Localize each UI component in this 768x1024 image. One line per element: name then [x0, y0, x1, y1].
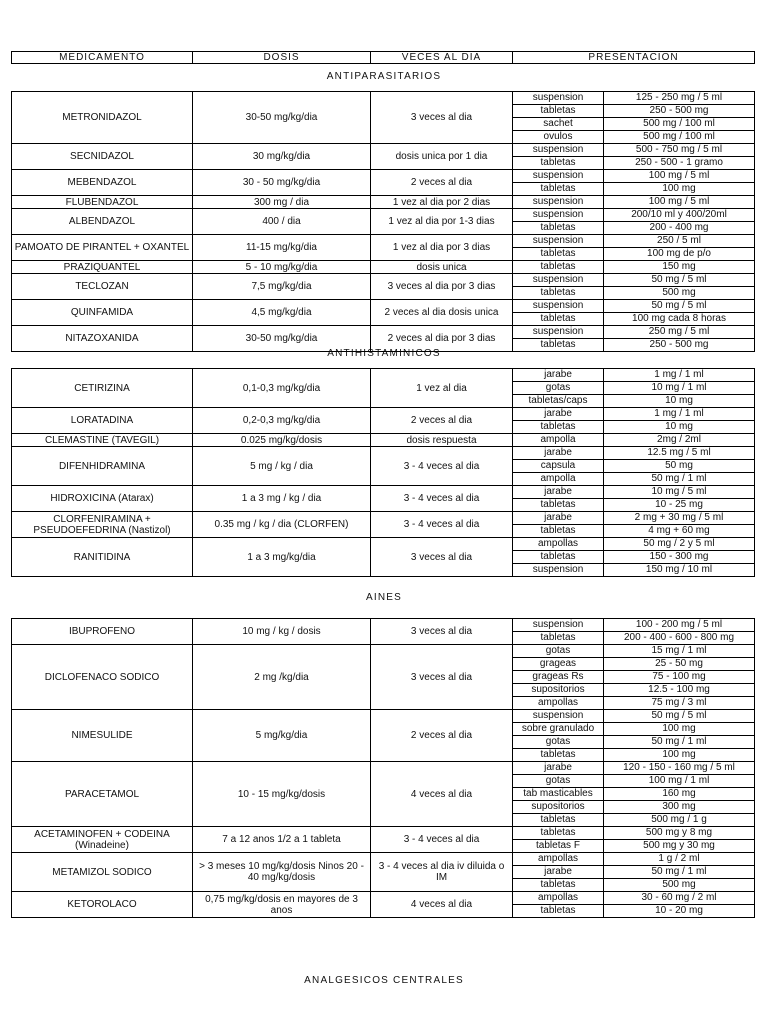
presentation-form: sobre granulado	[513, 723, 604, 736]
presentation-form: grageas Rs	[513, 671, 604, 684]
presentation-amount: 10 mg	[604, 421, 755, 434]
table-row	[12, 144, 755, 157]
presentation-form: suspension	[513, 710, 604, 723]
drug-name: NIMESULIDE	[12, 710, 193, 762]
table-row	[12, 326, 755, 339]
drug-dose: 5 mg / kg / dia	[193, 447, 371, 486]
presentation-form: tabletas	[513, 261, 604, 274]
presentation-form: ampolla	[513, 473, 604, 486]
presentation-form: suspension	[513, 92, 604, 105]
presentation-amount: 100 mg	[604, 749, 755, 762]
drug-dose: 11-15 mg/kg/dia	[193, 235, 371, 261]
drug-name: PARACETAMOL	[12, 762, 193, 827]
drug-dose: 300 mg / dia	[193, 196, 371, 209]
presentation-form: gotas	[513, 736, 604, 749]
drug-frequency: dosis unica	[371, 261, 513, 274]
table-row	[12, 434, 755, 447]
presentation-form: jarabe	[513, 408, 604, 421]
section-title-antiparasitarios: ANTIPARASITARIOS	[326, 71, 442, 82]
presentation-amount: 100 - 200 mg / 5 ml	[604, 619, 755, 632]
drug-frequency: 3 veces al dia por 3 dias	[371, 274, 513, 300]
presentation-amount: 100 mg de p/o	[604, 248, 755, 261]
header-medicamento: MEDICAMENTO	[12, 52, 193, 64]
presentation-amount: 500 mg / 1 g	[604, 814, 755, 827]
header-veces-al-dia: VECES AL DIA	[371, 52, 513, 64]
presentation-amount: 150 mg / 10 ml	[604, 564, 755, 577]
presentation-form: supositorios	[513, 684, 604, 697]
presentation-form: grageas	[513, 658, 604, 671]
presentation-form: tabletas/caps	[513, 395, 604, 408]
presentation-amount: 120 - 150 - 160 mg / 5 ml	[604, 762, 755, 775]
presentation-form: supositorios	[513, 801, 604, 814]
presentation-amount: 250 / 5 ml	[604, 235, 755, 248]
drug-dose: 5 - 10 mg/kg/dia	[193, 261, 371, 274]
presentation-amount: 200 - 400 - 600 - 800 mg	[604, 632, 755, 645]
drug-dose: 0,75 mg/kg/dosis en mayores de 3 anos	[193, 892, 371, 918]
drug-name: PRAZIQUANTEL	[12, 261, 193, 274]
presentation-form: gotas	[513, 645, 604, 658]
antihistaminicos-table	[11, 368, 755, 577]
presentation-amount: 50 mg / 2 y 5 ml	[604, 538, 755, 551]
presentation-form: tabletas	[513, 421, 604, 434]
presentation-form: suspension	[513, 619, 604, 632]
presentation-form: suspension	[513, 235, 604, 248]
drug-frequency: 2 veces al dia	[371, 170, 513, 196]
drug-name: METRONIDAZOL	[12, 92, 193, 144]
presentation-amount: 4 mg + 60 mg	[604, 525, 755, 538]
drug-dose: 0,1-0,3 mg/kg/dia	[193, 369, 371, 408]
presentation-form: jarabe	[513, 369, 604, 382]
drug-name: CLORFENIRAMINA + PSEUDOEFEDRINA (Nastizol)	[12, 512, 193, 538]
presentation-form: ampollas	[513, 892, 604, 905]
drug-dose: 30 - 50 mg/kg/dia	[193, 170, 371, 196]
table-row	[12, 170, 755, 183]
presentation-form: tabletas	[513, 879, 604, 892]
drug-name: CLEMASTINE (TAVEGIL)	[12, 434, 193, 447]
drug-name: SECNIDAZOL	[12, 144, 193, 170]
drug-name: IBUPROFENO	[12, 619, 193, 645]
presentation-amount: 500 - 750 mg / 5 ml	[604, 144, 755, 157]
drug-name: ACETAMINOFEN + CODEINA (Winadeine)	[12, 827, 193, 853]
drug-name: DIFENHIDRAMINA	[12, 447, 193, 486]
presentation-form: jarabe	[513, 486, 604, 499]
presentation-amount: 30 - 60 mg / 2 ml	[604, 892, 755, 905]
presentation-amount: 2 mg + 30 mg / 5 ml	[604, 512, 755, 525]
drug-name: DICLOFENACO SODICO	[12, 645, 193, 710]
table-row	[12, 209, 755, 222]
presentation-form: jarabe	[513, 447, 604, 460]
section-title-aines: AINES	[365, 592, 402, 603]
presentation-amount: 500 mg	[604, 879, 755, 892]
presentation-amount: 150 mg	[604, 261, 755, 274]
presentation-amount: 15 mg / 1 ml	[604, 645, 755, 658]
presentation-amount: 100 mg cada 8 horas	[604, 313, 755, 326]
table-row	[12, 486, 755, 499]
presentation-amount: 10 - 25 mg	[604, 499, 755, 512]
presentation-form: tabletas	[513, 632, 604, 645]
drug-name: PAMOATO DE PIRANTEL + OXANTEL	[12, 235, 193, 261]
presentation-form: suspension	[513, 144, 604, 157]
drug-frequency: 3 veces al dia	[371, 645, 513, 710]
drug-name: MEBENDAZOL	[12, 170, 193, 196]
presentation-amount: 50 mg / 5 ml	[604, 274, 755, 287]
presentation-amount: 1 mg / 1 ml	[604, 369, 755, 382]
presentation-form: gotas	[513, 775, 604, 788]
presentation-amount: 250 - 500 - 1 gramo	[604, 157, 755, 170]
drug-dose: 7 a 12 anos 1/2 a 1 tableta	[193, 827, 371, 853]
presentation-amount: 75 mg / 3 ml	[604, 697, 755, 710]
table-row	[12, 196, 755, 209]
presentation-form: tabletas	[513, 905, 604, 918]
presentation-amount: 160 mg	[604, 788, 755, 801]
drug-dose: 10 mg / kg / dosis	[193, 619, 371, 645]
drug-frequency: 2 veces al dia por 3 dias	[371, 326, 513, 352]
drug-frequency: 3 veces al dia	[371, 92, 513, 144]
presentation-amount: 10 mg / 1 ml	[604, 382, 755, 395]
presentation-amount: 1 mg / 1 ml	[604, 408, 755, 421]
presentation-form: jarabe	[513, 866, 604, 879]
drug-dose: 30-50 mg/kg/dia	[193, 326, 371, 352]
drug-dose: 1 a 3 mg / kg / dia	[193, 486, 371, 512]
presentation-form: suspension	[513, 564, 604, 577]
presentation-form: tabletas	[513, 551, 604, 564]
table-row	[12, 619, 755, 632]
drug-dose: 2 mg /kg/dia	[193, 645, 371, 710]
presentation-form: suspension	[513, 209, 604, 222]
presentation-amount: 500 mg y 8 mg	[604, 827, 755, 840]
column-header-row	[12, 52, 755, 64]
presentation-amount: 125 - 250 mg / 5 ml	[604, 92, 755, 105]
drug-frequency: 2 veces al dia	[371, 408, 513, 434]
table-row	[12, 261, 755, 274]
presentation-amount: 50 mg / 1 ml	[604, 736, 755, 749]
presentation-amount: 100 mg	[604, 723, 755, 736]
drug-frequency: 1 vez al dia por 3 dias	[371, 235, 513, 261]
drug-name: CETIRIZINA	[12, 369, 193, 408]
drug-frequency: dosis respuesta	[371, 434, 513, 447]
table-row	[12, 447, 755, 460]
presentation-amount: 25 - 50 mg	[604, 658, 755, 671]
presentation-amount: 250 mg / 5 ml	[604, 326, 755, 339]
presentation-amount: 10 mg / 5 ml	[604, 486, 755, 499]
presentation-amount: 50 mg / 5 ml	[604, 300, 755, 313]
presentation-form: tabletas	[513, 287, 604, 300]
presentation-amount: 250 - 500 mg	[604, 105, 755, 118]
presentation-amount: 500 mg / 100 ml	[604, 131, 755, 144]
presentation-form: ampollas	[513, 538, 604, 551]
presentation-amount: 300 mg	[604, 801, 755, 814]
table-row	[12, 827, 755, 840]
presentation-form: tabletas	[513, 814, 604, 827]
drug-frequency: 3 - 4 veces al dia	[371, 512, 513, 538]
presentation-amount: 100 mg	[604, 183, 755, 196]
table-row	[12, 538, 755, 551]
section-title-analgesicos-centrales: ANALGESICOS CENTRALES	[304, 975, 464, 986]
drug-frequency: 3 veces al dia	[371, 619, 513, 645]
presentation-amount: 50 mg / 5 ml	[604, 710, 755, 723]
drug-name: NITAZOXANIDA	[12, 326, 193, 352]
aines-table	[11, 618, 755, 918]
drug-frequency: 1 vez al dia por 2 dias	[371, 196, 513, 209]
table-row	[12, 853, 755, 866]
drug-frequency: 4 veces al dia	[371, 762, 513, 827]
presentation-form: suspension	[513, 274, 604, 287]
table-row	[12, 408, 755, 421]
presentation-form: tabletas F	[513, 840, 604, 853]
drug-name: FLUBENDAZOL	[12, 196, 193, 209]
presentation-amount: 50 mg / 1 ml	[604, 473, 755, 486]
presentation-form: ovulos	[513, 131, 604, 144]
presentation-form: tabletas	[513, 222, 604, 235]
drug-frequency: 3 - 4 veces al dia	[371, 486, 513, 512]
presentation-amount: 10 - 20 mg	[604, 905, 755, 918]
drug-dose: > 3 meses 10 mg/kg/dosis Ninos 20 - 40 mg/kg/dosis	[193, 853, 371, 892]
table-row	[12, 512, 755, 525]
drug-name: KETOROLACO	[12, 892, 193, 918]
drug-dose: 400 / dia	[193, 209, 371, 235]
presentation-form: sachet	[513, 118, 604, 131]
presentation-form: gotas	[513, 382, 604, 395]
drug-dose: 0,2-0,3 mg/kg/dia	[193, 408, 371, 434]
drug-dose: 1 a 3 mg/kg/dia	[193, 538, 371, 577]
table-row	[12, 300, 755, 313]
column-header-table	[11, 51, 755, 64]
presentation-amount: 100 mg / 5 ml	[604, 170, 755, 183]
drug-dose: 30-50 mg/kg/dia	[193, 92, 371, 144]
presentation-amount: 500 mg / 100 ml	[604, 118, 755, 131]
drug-name: HIDROXICINA (Atarax)	[12, 486, 193, 512]
drug-name: RANITIDINA	[12, 538, 193, 577]
drug-dose: 7,5 mg/kg/dia	[193, 274, 371, 300]
presentation-amount: 12.5 mg / 5 ml	[604, 447, 755, 460]
drug-frequency: 3 - 4 veces al dia	[371, 827, 513, 853]
drug-dose: 10 - 15 mg/kg/dosis	[193, 762, 371, 827]
drug-frequency: 3 - 4 veces al dia	[371, 447, 513, 486]
drug-dose: 4,5 mg/kg/dia	[193, 300, 371, 326]
table-row	[12, 369, 755, 382]
header-dosis: DOSIS	[193, 52, 371, 64]
table-row	[12, 235, 755, 248]
drug-frequency: 3 - 4 veces al dia iv diluida o IM	[371, 853, 513, 892]
presentation-amount: 2mg / 2ml	[604, 434, 755, 447]
presentation-amount: 10 mg	[604, 395, 755, 408]
drug-dose: 0.025 mg/kg/dosis	[193, 434, 371, 447]
drug-name: TECLOZAN	[12, 274, 193, 300]
presentation-form: ampollas	[513, 853, 604, 866]
presentation-amount: 500 mg y 30 mg	[604, 840, 755, 853]
drug-frequency: 3 veces al dia	[371, 538, 513, 577]
drug-name: ALBENDAZOL	[12, 209, 193, 235]
presentation-form: tab masticables	[513, 788, 604, 801]
presentation-form: tabletas	[513, 248, 604, 261]
header-presentacion: PRESENTACION	[513, 52, 755, 64]
drug-frequency: 2 veces al dia	[371, 710, 513, 762]
presentation-form: suspension	[513, 326, 604, 339]
presentation-form: tabletas	[513, 749, 604, 762]
table-row	[12, 710, 755, 723]
drug-name: QUINFAMIDA	[12, 300, 193, 326]
drug-name: LORATADINA	[12, 408, 193, 434]
presentation-form: tabletas	[513, 525, 604, 538]
presentation-amount: 1 g / 2 ml	[604, 853, 755, 866]
presentation-amount: 500 mg	[604, 287, 755, 300]
presentation-amount: 250 - 500 mg	[604, 339, 755, 352]
presentation-amount: 200/10 ml y 400/20ml	[604, 209, 755, 222]
drug-frequency: 4 veces al dia	[371, 892, 513, 918]
presentation-form: ampollas	[513, 697, 604, 710]
table-row	[12, 645, 755, 658]
presentation-form: ampolla	[513, 434, 604, 447]
drug-frequency: 1 vez al dia por 1-3 dias	[371, 209, 513, 235]
presentation-form: suspension	[513, 170, 604, 183]
presentation-form: capsula	[513, 460, 604, 473]
section-title-antihistaminicos: ANTIHISTAMINICOS	[327, 348, 441, 359]
table-row	[12, 762, 755, 775]
table-row	[12, 274, 755, 287]
presentation-amount: 100 mg / 5 ml	[604, 196, 755, 209]
presentation-form: suspension	[513, 300, 604, 313]
drug-frequency: dosis unica por 1 dia	[371, 144, 513, 170]
presentation-form: jarabe	[513, 762, 604, 775]
presentation-amount: 100 mg / 1 ml	[604, 775, 755, 788]
presentation-form: tabletas	[513, 499, 604, 512]
presentation-form: suspension	[513, 196, 604, 209]
presentation-form: jarabe	[513, 512, 604, 525]
presentation-form: tabletas	[513, 339, 604, 352]
presentation-amount: 50 mg / 1 ml	[604, 866, 755, 879]
presentation-form: tabletas	[513, 183, 604, 196]
presentation-amount: 50 mg	[604, 460, 755, 473]
drug-dose: 5 mg/kg/dia	[193, 710, 371, 762]
presentation-amount: 75 - 100 mg	[604, 671, 755, 684]
table-row	[12, 892, 755, 905]
presentation-form: tabletas	[513, 827, 604, 840]
drug-dose: 0.35 mg / kg / dia (CLORFEN)	[193, 512, 371, 538]
drug-dose: 30 mg/kg/dia	[193, 144, 371, 170]
presentation-amount: 12.5 - 100 mg	[604, 684, 755, 697]
drug-frequency: 2 veces al dia dosis unica	[371, 300, 513, 326]
table-row	[12, 92, 755, 105]
antiparasitarios-table	[11, 91, 755, 352]
presentation-amount: 150 - 300 mg	[604, 551, 755, 564]
presentation-form: tabletas	[513, 313, 604, 326]
presentation-form: tabletas	[513, 157, 604, 170]
drug-frequency: 1 vez al dia	[371, 369, 513, 408]
presentation-form: tabletas	[513, 105, 604, 118]
drug-name: METAMIZOL SODICO	[12, 853, 193, 892]
presentation-amount: 200 - 400 mg	[604, 222, 755, 235]
